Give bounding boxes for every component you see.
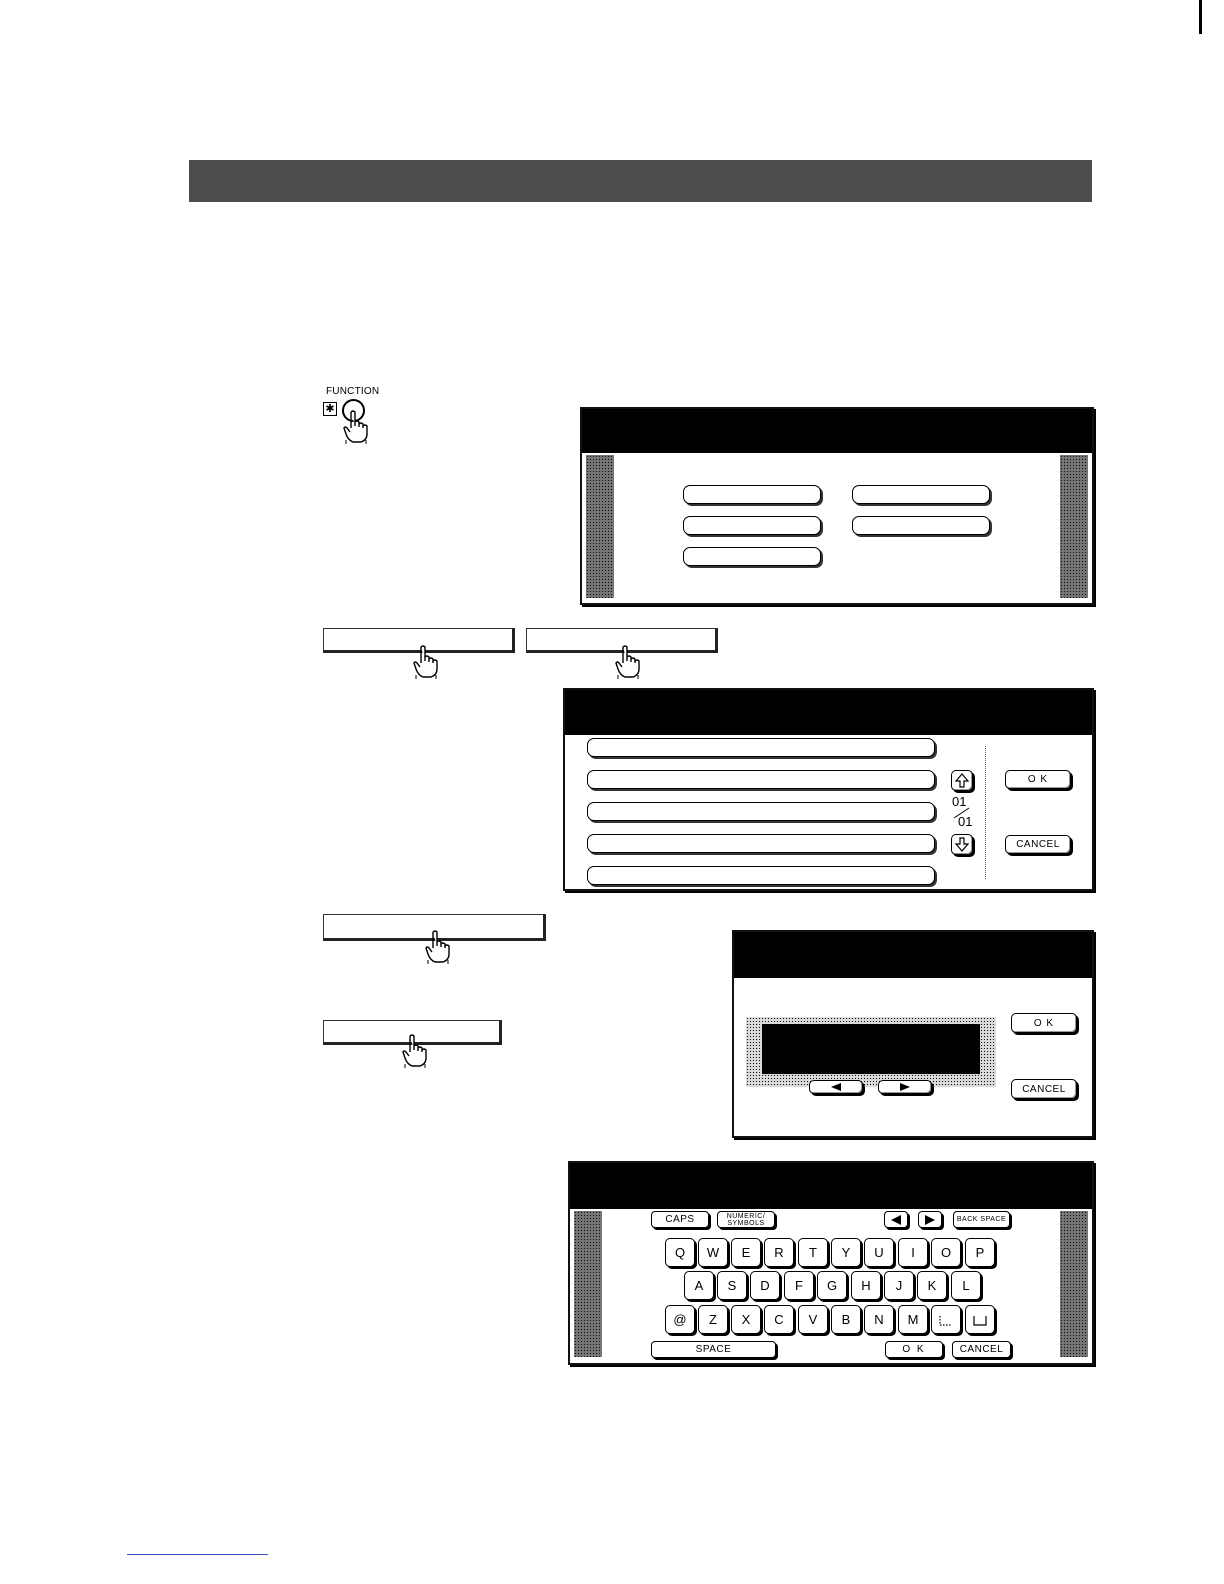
menu-option-1-button[interactable]	[683, 485, 821, 504]
menu-option-4-button[interactable]	[852, 516, 990, 535]
cancel-key[interactable]: CANCEL	[952, 1341, 1011, 1358]
cursor-left-button[interactable]	[809, 1080, 863, 1094]
section-header-bar	[189, 160, 1092, 202]
key-w[interactable]: W	[698, 1238, 728, 1267]
key-space-symbol[interactable]	[965, 1305, 995, 1334]
cursor-right-button[interactable]	[878, 1080, 932, 1094]
screen-title-bar	[570, 1163, 1092, 1209]
entry-screen	[732, 930, 1094, 1138]
key-g[interactable]: G	[817, 1271, 847, 1300]
key-t[interactable]: T	[798, 1238, 828, 1267]
screen-left-pattern	[586, 455, 614, 598]
key-z[interactable]: Z	[698, 1305, 728, 1334]
arrow-down-icon	[952, 835, 972, 854]
key-dot-space[interactable]	[931, 1305, 961, 1334]
arrow-right-icon	[924, 1215, 936, 1225]
hand-pointer-icon	[340, 410, 370, 444]
key-p[interactable]: P	[965, 1238, 995, 1267]
key-j[interactable]: J	[884, 1271, 914, 1300]
screen-title-bar	[582, 409, 1092, 453]
scroll-down-button[interactable]	[951, 834, 973, 855]
screen-left-pattern	[574, 1211, 602, 1357]
key-y[interactable]: Y	[831, 1238, 861, 1267]
key-q[interactable]: Q	[665, 1238, 695, 1267]
ok-button[interactable]: O K	[1005, 770, 1071, 789]
key-at[interactable]: @	[665, 1305, 695, 1334]
key-o[interactable]: O	[931, 1238, 961, 1267]
menu-option-3-button[interactable]	[683, 516, 821, 535]
footer-underline	[127, 1554, 268, 1555]
cancel-button[interactable]: CANCEL	[1011, 1079, 1077, 1099]
function-key-label: FUNCTION	[326, 386, 380, 397]
key-f[interactable]: F	[784, 1271, 814, 1300]
key-b[interactable]: B	[831, 1305, 861, 1334]
top-right-rule	[1199, 0, 1202, 34]
key-h[interactable]: H	[851, 1271, 881, 1300]
key-x[interactable]: X	[731, 1305, 761, 1334]
cursor-left-key[interactable]	[884, 1211, 908, 1228]
key-l[interactable]: L	[951, 1271, 981, 1300]
back-space-key[interactable]: BACK SPACE	[953, 1211, 1010, 1228]
cursor-right-key[interactable]	[918, 1211, 942, 1228]
key-e[interactable]: E	[731, 1238, 761, 1267]
key-r[interactable]: R	[764, 1238, 794, 1267]
screen-title-bar	[565, 690, 1092, 735]
ok-key[interactable]: O K	[885, 1341, 943, 1358]
page-total: 01	[958, 814, 973, 829]
key-s[interactable]: S	[717, 1271, 747, 1300]
numeric-symbols-key[interactable]: NUMERIC/ SYMBOLS	[717, 1211, 775, 1228]
screen-title-bar	[734, 932, 1092, 978]
ok-button[interactable]: O K	[1011, 1013, 1077, 1033]
hand-pointer-icon	[422, 930, 452, 964]
arrow-up-icon	[952, 771, 972, 790]
star-key-icon: ✱	[323, 402, 337, 416]
arrow-left-icon	[890, 1215, 902, 1225]
list-row-4[interactable]	[587, 834, 935, 853]
menu-option-5-button[interactable]	[683, 547, 821, 566]
list-row-5[interactable]	[587, 866, 935, 885]
list-selection-screen	[563, 688, 1094, 891]
caps-key[interactable]: CAPS	[651, 1211, 709, 1228]
space-symbol-icon	[972, 1313, 988, 1327]
list-row-2[interactable]	[587, 770, 935, 789]
page-current: 01	[952, 794, 967, 809]
key-v[interactable]: V	[798, 1305, 828, 1334]
scroll-up-button[interactable]	[951, 770, 973, 791]
hand-pointer-icon	[612, 645, 642, 679]
menu-option-2-button[interactable]	[852, 485, 990, 504]
hand-pointer-icon	[399, 1034, 429, 1068]
arrow-left-icon	[829, 1082, 843, 1092]
cancel-button[interactable]: CANCEL	[1005, 835, 1071, 854]
screen-divider	[985, 746, 986, 879]
hand-pointer-icon	[410, 645, 440, 679]
space-key[interactable]: SPACE	[651, 1341, 776, 1358]
list-row-1[interactable]	[587, 738, 935, 757]
entry-display-field[interactable]	[762, 1024, 980, 1074]
key-a[interactable]: A	[684, 1271, 714, 1300]
key-i[interactable]: I	[898, 1238, 928, 1267]
key-n[interactable]: N	[864, 1305, 894, 1334]
key-u[interactable]: U	[864, 1238, 894, 1267]
screen-right-pattern	[1060, 455, 1088, 598]
key-c[interactable]: C	[764, 1305, 794, 1334]
list-row-3[interactable]	[587, 802, 935, 821]
screen-right-pattern	[1060, 1211, 1088, 1357]
keyboard-screen	[568, 1161, 1094, 1365]
function-menu-screen	[580, 407, 1094, 605]
key-d[interactable]: D	[750, 1271, 780, 1300]
key-k[interactable]: K	[917, 1271, 947, 1300]
dotted-space-icon	[938, 1313, 954, 1327]
arrow-right-icon	[898, 1082, 912, 1092]
key-m[interactable]: M	[898, 1305, 928, 1334]
